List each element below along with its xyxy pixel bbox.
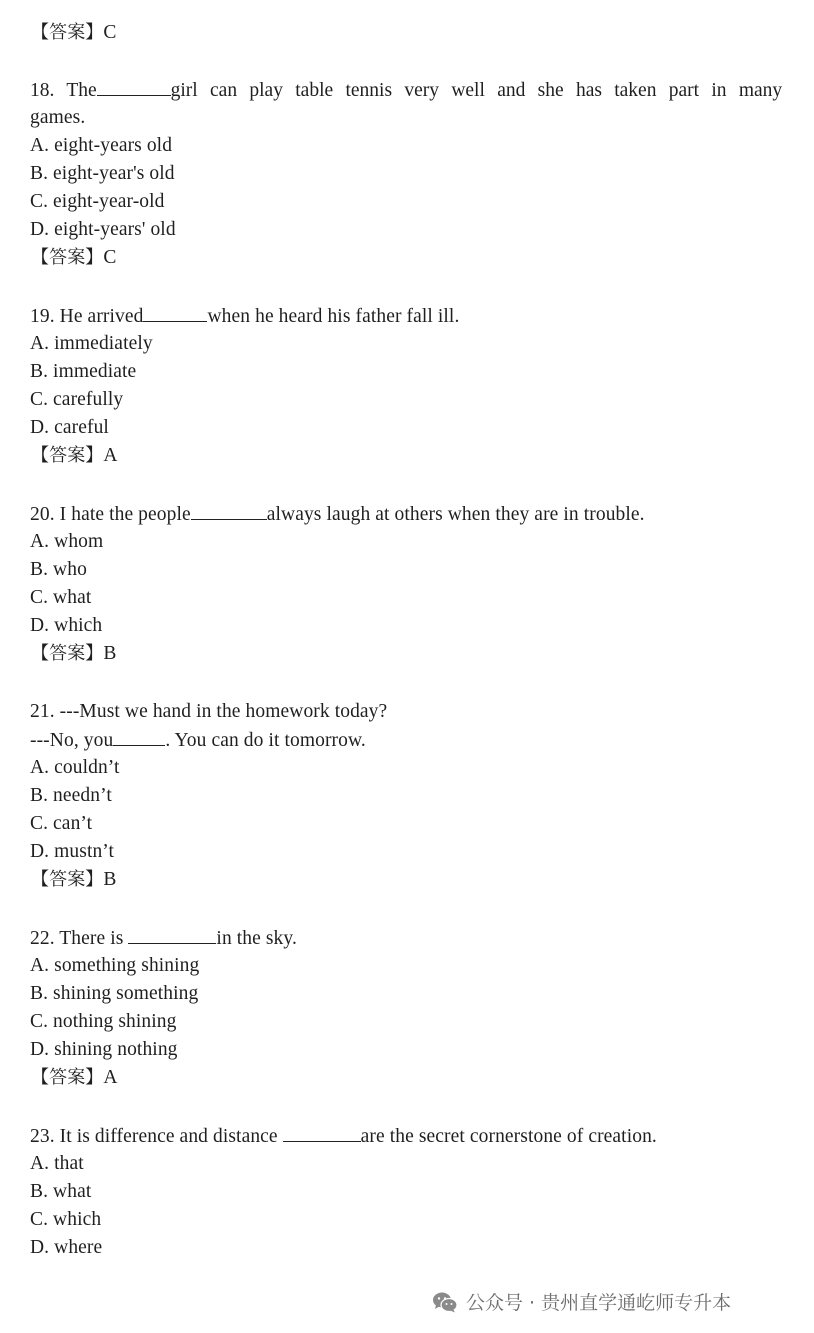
answer-line <box>31 246 117 270</box>
answer-value: A <box>103 445 118 466</box>
answer-label: 【答案】 <box>31 1067 104 1088</box>
option-a: A. immediately <box>30 333 153 354</box>
word: can <box>210 80 238 101</box>
answer-value: C <box>103 22 117 43</box>
question-text-before: The <box>66 80 97 101</box>
option-c: C. carefully <box>30 389 124 410</box>
answer-blank <box>128 926 216 944</box>
option-b: B. immediate <box>30 361 137 382</box>
word: she <box>537 80 564 101</box>
word: play <box>249 80 283 101</box>
question-text-before: 20. I hate the people <box>30 504 191 525</box>
question-text-before: ---No, you <box>30 730 114 751</box>
question-text-after: are the secret cornerstone of creation. <box>360 1126 657 1147</box>
option-c: C. what <box>30 587 92 608</box>
option-b: B. what <box>30 1181 92 1202</box>
option-a: A. that <box>30 1153 84 1174</box>
answer-blank <box>191 502 267 520</box>
option-d: D. mustn’t <box>30 841 115 862</box>
question-text-before: 22. There is <box>30 928 129 949</box>
answer-blank <box>283 1124 361 1142</box>
answer-line <box>31 21 117 45</box>
question-text-after: in the sky. <box>216 928 297 949</box>
option-a: A. couldn’t <box>30 757 120 778</box>
word: in <box>711 80 727 101</box>
word: tennis <box>345 80 393 101</box>
answer-label: 【答案】 <box>31 22 104 43</box>
answer-label: 【答案】 <box>31 247 104 268</box>
option-a: A. eight-years old <box>30 135 173 156</box>
question-23-stem <box>30 1124 657 1149</box>
answer-line <box>31 868 117 892</box>
option-d: D. eight-years' old <box>30 219 176 240</box>
answer-label: 【答案】 <box>31 445 104 466</box>
question-22-stem <box>30 926 297 951</box>
option-a: A. whom <box>30 531 104 552</box>
question-21-reply <box>30 728 366 753</box>
answer-label: 【答案】 <box>31 643 104 664</box>
option-b: B. shining something <box>30 983 199 1004</box>
answer-value: B <box>103 869 117 890</box>
word: girl <box>170 80 198 101</box>
option-d: D. careful <box>30 417 109 438</box>
question-18-continuation: games. <box>30 107 86 128</box>
option-d: D. shining nothing <box>30 1039 178 1060</box>
word: many <box>738 80 783 101</box>
question-text-after: . You can do it tomorrow. <box>165 730 366 751</box>
question-18-stem <box>30 78 782 103</box>
word: very <box>404 80 440 101</box>
option-a: A. something shining <box>30 955 200 976</box>
option-b: B. who <box>30 559 87 580</box>
answer-blank <box>113 728 165 746</box>
word: taken <box>614 80 657 101</box>
question-text-before: 19. He arrived <box>30 306 144 327</box>
wechat-icon <box>432 1290 458 1314</box>
question-number: 18. <box>30 80 55 101</box>
word: has <box>575 80 602 101</box>
question-text-after: always laugh at others when they are in trouble. <box>266 504 645 525</box>
word: table <box>295 80 334 101</box>
question-19-stem <box>30 304 459 329</box>
option-c: C. can’t <box>30 813 93 834</box>
option-c: C. eight-year-old <box>30 191 165 212</box>
word: well <box>451 80 485 101</box>
wechat-watermark <box>432 1288 731 1315</box>
watermark-text: 公众号 · 贵州直学通屹师专升本 <box>466 1292 732 1314</box>
word: part <box>668 80 700 101</box>
question-20-stem <box>30 502 645 527</box>
answer-line <box>31 1066 118 1090</box>
option-c: C. nothing shining <box>30 1011 177 1032</box>
answer-value: A <box>103 1067 118 1088</box>
option-d: D. where <box>30 1237 103 1258</box>
option-b: B. needn’t <box>30 785 112 806</box>
answer-label: 【答案】 <box>31 869 104 890</box>
answer-value: B <box>103 643 117 664</box>
question-21-stem: 21. ---Must we hand in the homework today? <box>30 701 388 722</box>
question-text-after: when he heard his father fall ill. <box>207 306 460 327</box>
question-text-before: 23. It is difference and distance <box>30 1126 283 1147</box>
answer-blank <box>97 78 171 96</box>
answer-value: C <box>103 247 117 268</box>
word: and <box>497 80 526 101</box>
option-d: D. which <box>30 615 103 636</box>
option-c: C. which <box>30 1209 102 1230</box>
answer-blank <box>143 304 207 322</box>
option-b: B. eight-year's old <box>30 163 175 184</box>
answer-line <box>31 642 117 666</box>
answer-line <box>31 444 118 468</box>
